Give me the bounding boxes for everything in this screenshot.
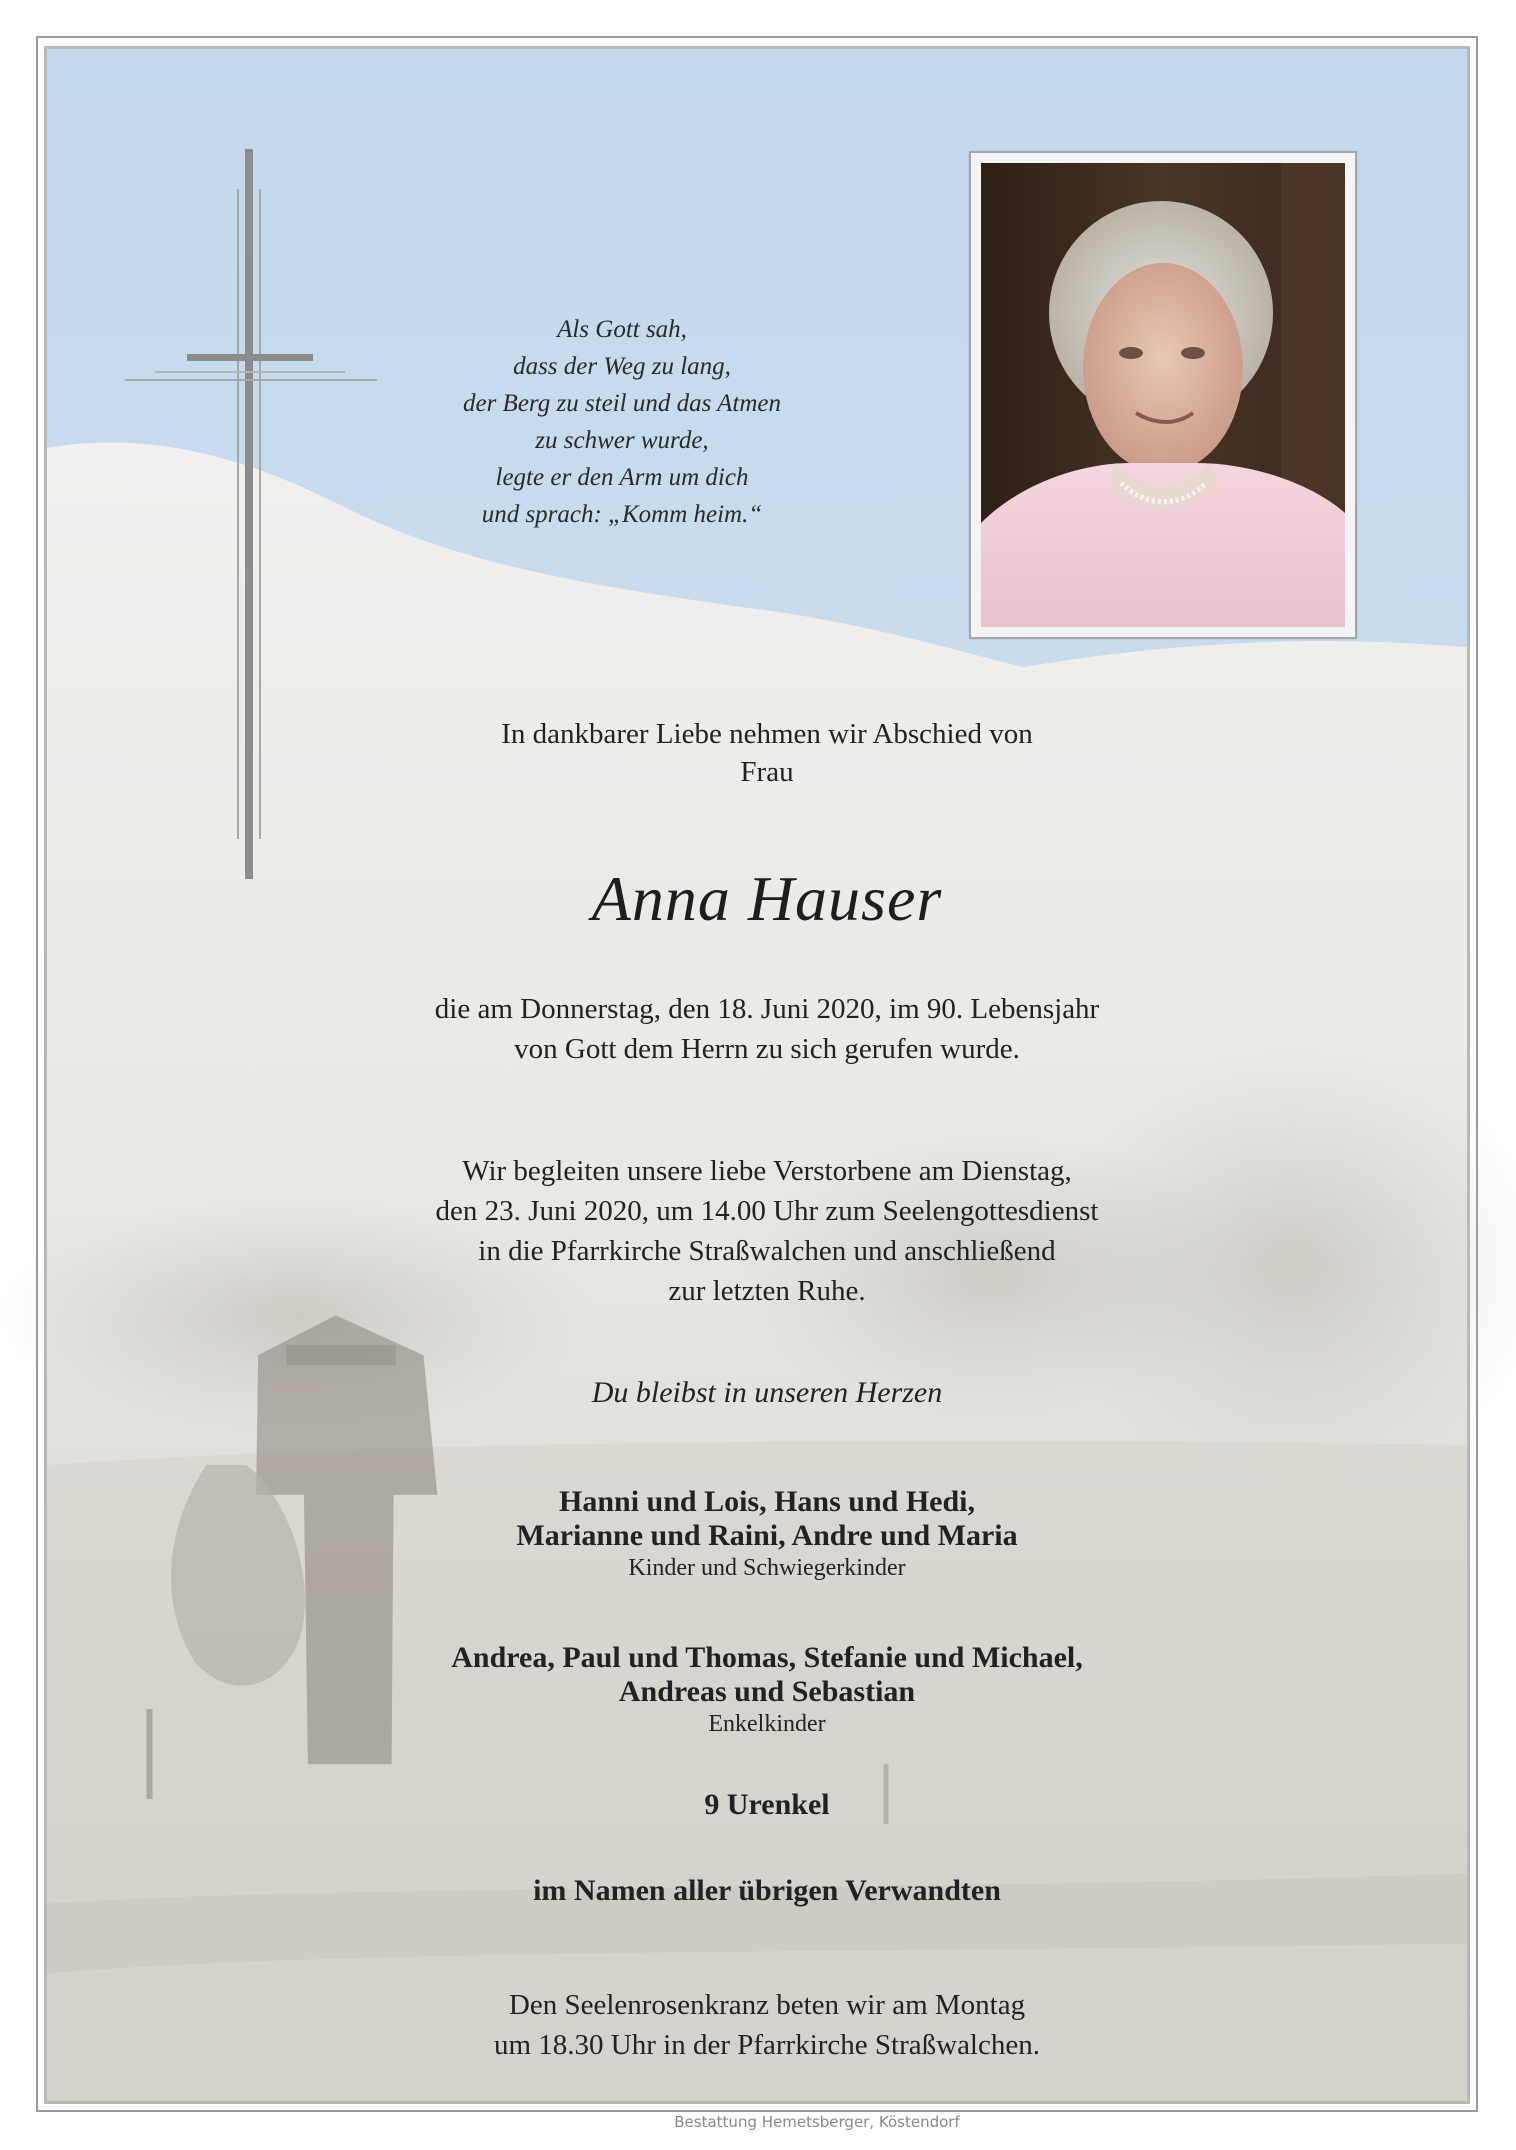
funeral-line: in die Pfarrkirche Straßwalchen und anschließend xyxy=(478,1235,1056,1267)
funeral-notice xyxy=(347,1151,1187,1311)
death-line: von Gott dem Herrn zu sich gerufen wurde. xyxy=(514,1033,1020,1065)
death-line: die am Donnerstag, den 18. Juni 2020, im 90. Lebensjahr xyxy=(434,993,1100,1025)
poem-line: dass der Weg zu lang, xyxy=(513,353,731,380)
great-grandchildren: 9 Urenkel xyxy=(704,1788,830,1821)
deceased-name: Anna Hauser xyxy=(591,863,943,934)
funeral-line: den 23. Juni 2020, um 14.00 Uhr zum Seelengottesdienst xyxy=(435,1195,1099,1227)
mourner-names: Andrea, Paul und Thomas, Stefanie und Michael, xyxy=(451,1641,1083,1674)
mourners-grandchildren xyxy=(347,1641,1187,1739)
relation-label: Kinder und Schwiegerkinder xyxy=(628,1555,906,1581)
intro-line: Frau xyxy=(740,756,794,788)
intro-text xyxy=(427,715,1107,791)
parte-card xyxy=(44,46,1470,2131)
mourner-names: Andreas und Sebastian xyxy=(618,1675,916,1708)
death-notice xyxy=(347,989,1187,1069)
mourner-names: Marianne und Raini, Andre und Maria xyxy=(516,1519,1018,1552)
poem xyxy=(427,311,817,533)
portrait-frame xyxy=(969,151,1357,639)
mourners-children xyxy=(347,1485,1187,1583)
rosary-notice xyxy=(347,1985,1187,2065)
portrait-photo xyxy=(981,163,1345,627)
poem-line: zu schwer wurde, xyxy=(535,427,709,454)
poem-line: legte er den Arm um dich xyxy=(495,464,749,491)
other-relatives: im Namen aller übrigen Verwandten xyxy=(533,1874,1001,1907)
rosary-line: Den Seelenrosenkranz beten wir am Montag xyxy=(508,1989,1026,2021)
intro-line: In dankbarer Liebe nehmen wir Abschied von xyxy=(501,718,1033,750)
poem-line: Als Gott sah, xyxy=(557,316,687,343)
funeral-line: zur letzten Ruhe. xyxy=(668,1275,866,1307)
motto: Du bleibst in unseren Herzen xyxy=(591,1376,943,1409)
poem-line: und sprach: „Komm heim.“ xyxy=(481,501,763,528)
poem-line: der Berg zu steil und das Atmen xyxy=(462,390,782,417)
relation-label: Enkelkinder xyxy=(708,1711,826,1737)
funeral-line: Wir begleiten unsere liebe Verstorbene am Dienstag, xyxy=(462,1155,1072,1187)
mourner-names: Hanni und Lois, Hans und Hedi, xyxy=(558,1485,976,1518)
rosary-line: um 18.30 Uhr in der Pfarrkirche Straßwalchen. xyxy=(493,2029,1040,2061)
funeral-home-credit: Bestattung Hemetsberger, Köstendorf xyxy=(674,2113,960,2131)
cross-icon xyxy=(125,149,385,879)
